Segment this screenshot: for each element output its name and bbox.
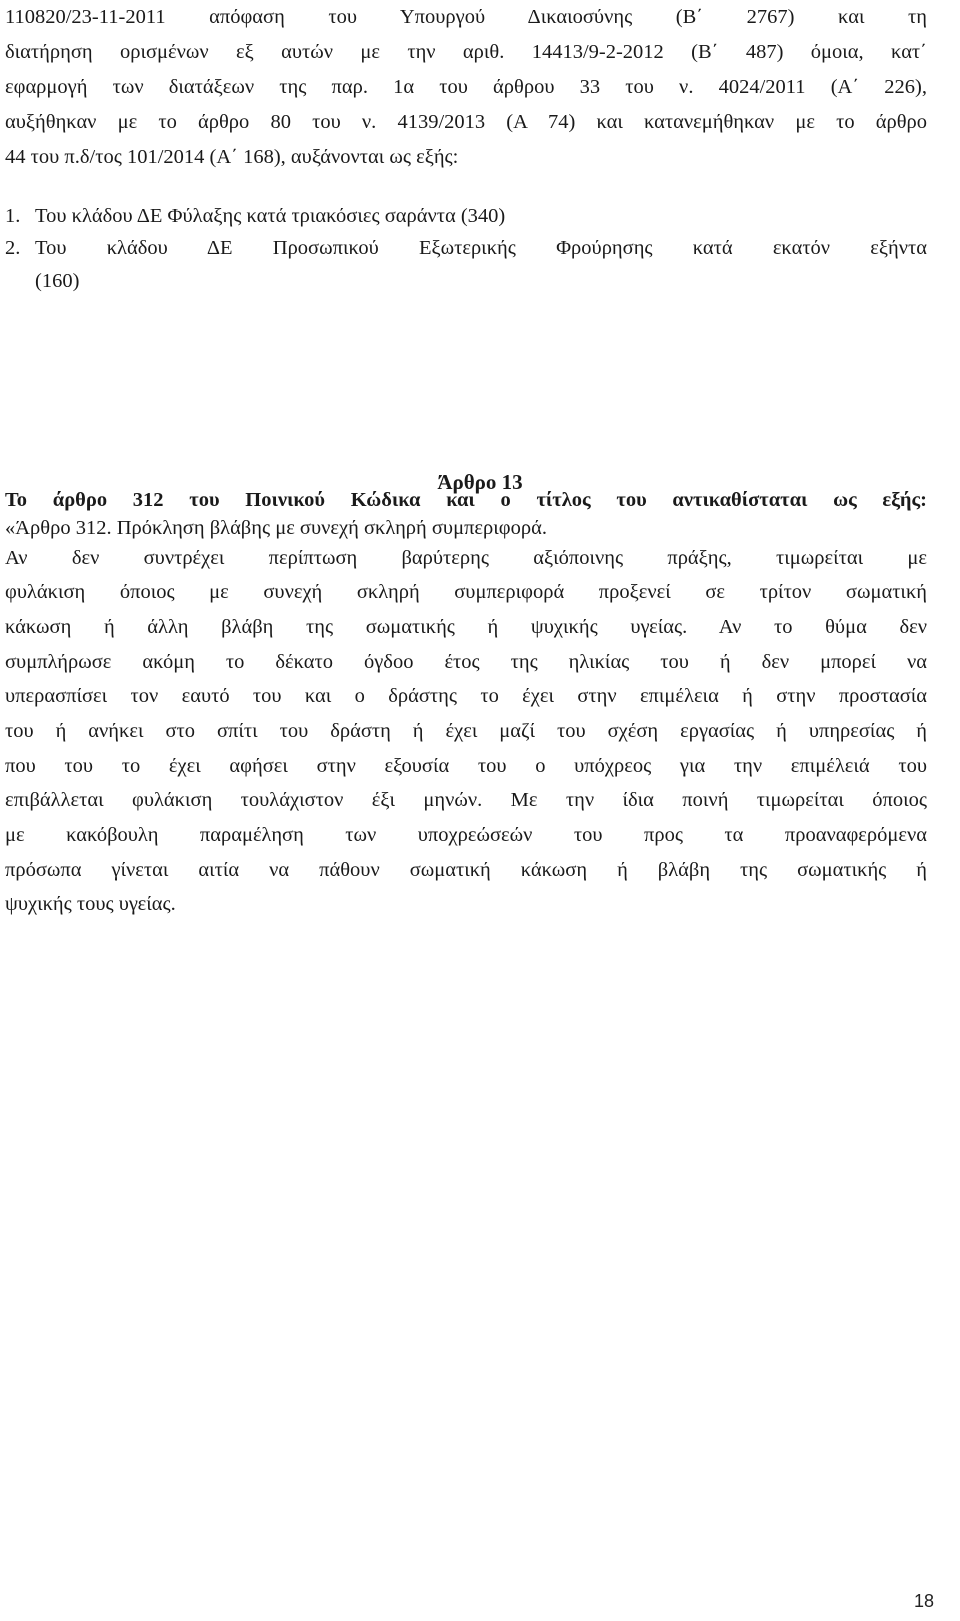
body-line: με κακόβουλη παραμέληση των υποχρεώσεών του προς τα προαναφερόμενα [5, 824, 927, 846]
body-line: Αν δεν συντρέχει περίπτωση βαρύτερης αξιόποινης πράξης, τιμωρείται με [5, 547, 927, 569]
body-line: υπερασπίσει τον εαυτό του και ο δράστης το έχει στην επιμέλεια ή στην προστασία [5, 685, 927, 707]
intro-line: 110820/23-11-2011 απόφαση του Υπουργού Δικαιοσύνης (Β΄ 2767) και τη [5, 6, 927, 28]
body-line: κάκωση ή άλλη βλάβη της σωματικής ή ψυχικής υγείας. Αν το θύμα δεν [5, 616, 927, 638]
article-subheading: «Άρθρο 312. Πρόκληση βλάβης με συνεχή σκληρή συμπεριφορά. [5, 517, 547, 539]
intro-line: εφαρμογή των διατάξεων της παρ. 1α του άρθρου 33 του ν. 4024/2011 (Α΄ 226), [5, 76, 927, 98]
body-line: φυλάκιση όποιος με συνεχή σκληρή συμπεριφορά προξενεί σε τρίτον σωματική [5, 581, 927, 603]
body-line: του ή ανήκει στο σπίτι του δράστη ή έχει μαζί του σχέση εργασίας ή υπηρεσίας ή [5, 720, 927, 742]
intro-line: διατήρηση ορισμένων εξ αυτών με την αριθ. 14413/9-2-2012 (Β΄ 487) όμοια, κατ΄ [5, 41, 927, 63]
intro-line: αυξήθηκαν με το άρθρο 80 του ν. 4139/2013 (Α 74) και κατανεμήθηκαν με το άρθρο [5, 111, 927, 133]
body-line: πρόσωπα γίνεται αιτία να πάθουν σωματική κάκωση ή βλάβη της σωματικής ή [5, 859, 927, 881]
intro-line: 44 του π.δ/τος 101/2014 (Α΄ 168), αυξάνονται ως εξής: [5, 146, 459, 168]
body-line: ψυχικής τους υγείας. [5, 893, 176, 915]
list-item-number: 1. [5, 205, 21, 227]
page-number: 18 [913, 1591, 934, 1611]
list-item-number: 2. [5, 237, 21, 259]
list-item-text: Του κλάδου ΔΕ Φύλαξης κατά τριακόσιες σαράντα (340) [35, 205, 506, 227]
body-line: που του το έχει αφήσει στην εξουσία του ο υπόχρεος για την επιμέλειά του [5, 755, 927, 777]
article-title: Άρθρο 13 [437, 470, 523, 494]
body-line: συμπλήρωσε ακόμη το δέκατο όγδοο έτος της ηλικίας του ή δεν μπορεί να [5, 651, 927, 673]
article-heading: Το άρθρο 312 του Ποινικού Κώδικα και ο τίτλος του αντικαθίσταται ως εξής: [5, 489, 927, 511]
list-item-text: Του κλάδου ΔΕ Προσωπικού Εξωτερικής Φρούρησης κατά εκατόν εξήντα [35, 237, 927, 259]
list-item-text: (160) [35, 270, 80, 292]
body-line: επιβάλλεται φυλάκιση τουλάχιστον έξι μηνών. Με την ίδια ποινή τιμωρείται όποιος [5, 789, 927, 811]
